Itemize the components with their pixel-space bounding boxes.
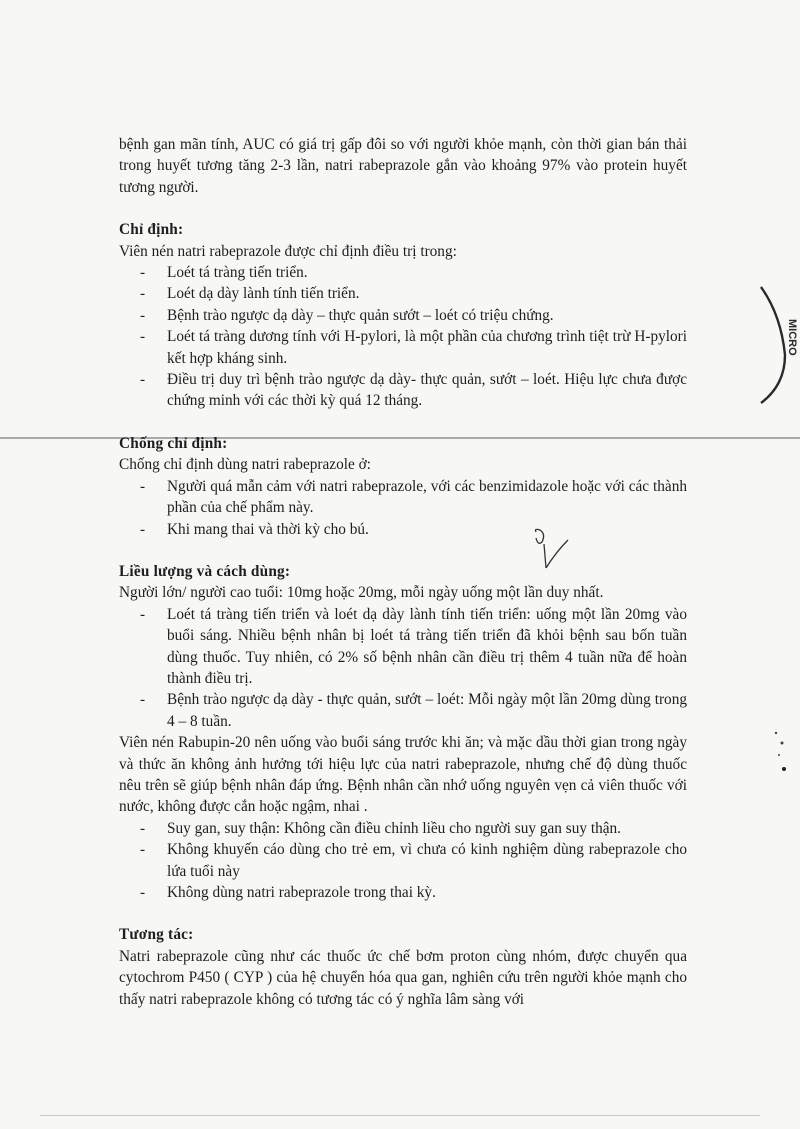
dosage-note: Viên nén Rabupin-20 nên uống vào buổi sáng trước khi ăn; và mặc dầu thời gian trong ngày và thức ăn không ảnh hưởng tới hiệu lực của natri rabeprazole, nhưng chế độ dùng thuốc nêu trên sẽ giúp bệnh nhân đáp ứng. Bệnh nhân cần nhớ uống nguyên vẹn cả viên thuốc với nước, không được cắn hoặc ngậm, nhai . bbox=[119, 734, 687, 816]
dash-marker: - bbox=[140, 477, 146, 495]
indications-lead: Viên nén natri rabeprazole được chỉ định điều trị trong: bbox=[119, 242, 457, 260]
dash-marker: - bbox=[140, 285, 146, 303]
list-item: - Loét tá tràng tiến triển và loét dạ dày lành tính tiến triển: uống một lần 20mg vào buổi sáng. Nhiều bệnh nhân bị loét tá tràng tiến triển đã khỏi bệnh sau bốn tuần dùng thuốc. Tuy nhiên, có 2% số bệnh nhân cần điều trị thêm 4 tuần nữa để hoàn thành điều trị. bbox=[140, 605, 687, 687]
document-body bbox=[119, 134, 687, 1010]
list-item: - Điều trị duy trì bệnh trào ngược dạ dày- thực quản, sướt – loét. Hiệu lực chưa được chứng minh với các thời kỳ quá 12 tháng. bbox=[140, 371, 687, 410]
contraindications-lead: Chống chỉ định dùng natri rabeprazole ở: bbox=[119, 456, 371, 474]
dash-marker: - bbox=[140, 841, 146, 859]
indications-list bbox=[119, 262, 687, 412]
dash-marker: - bbox=[140, 264, 146, 282]
dosage-list bbox=[119, 604, 687, 732]
indications-heading: Chỉ định: bbox=[119, 221, 184, 239]
interactions-heading: Tương tác: bbox=[119, 926, 194, 944]
dash-marker: - bbox=[140, 520, 146, 538]
list-item: - Loét tá tràng tiến triển. bbox=[119, 262, 687, 283]
dash-marker: - bbox=[140, 884, 146, 901]
dash-marker: - bbox=[140, 306, 146, 324]
page-bottom-line bbox=[40, 1115, 760, 1116]
list-item: - Loét dạ dày lành tính tiến triển. bbox=[119, 283, 687, 304]
contraindications-list bbox=[119, 476, 687, 540]
list-item: - Khi mang thai và thời kỳ cho bú. bbox=[119, 519, 687, 540]
list-item: - Bệnh trào ngược dạ dày - thực quản, sướt – loét: Mỗi ngày một lần 20mg dùng trong 4 – 8 tuần. bbox=[140, 691, 687, 730]
scan-marks bbox=[770, 725, 790, 785]
list-item: - Không dùng natri rabeprazole trong thai kỳ. bbox=[119, 882, 687, 903]
dosage-heading: Liều lượng và cách dùng: bbox=[119, 562, 291, 580]
dash-marker: - bbox=[140, 328, 146, 346]
dosage-section bbox=[119, 561, 687, 904]
list-item: - Bệnh trào ngược dạ dày – thực quản sướt – loét có triệu chứng. bbox=[119, 305, 687, 326]
dosage-lead: Người lớn/ người cao tuổi: 10mg hoặc 20mg, mỗi ngày uống một lần duy nhất. bbox=[119, 584, 604, 602]
dash-marker: - bbox=[140, 819, 146, 837]
list-item: - Loét tá tràng dương tính với H-pylori, là một phần của chương trình tiệt trừ H-pylori kết hợp kháng sinh. bbox=[140, 328, 687, 367]
list-item: - Suy gan, suy thận: Không cần điều chỉnh liều cho người suy gan suy thận. bbox=[119, 818, 687, 839]
dosage-list-2 bbox=[119, 818, 687, 904]
dash-marker: - bbox=[140, 691, 146, 709]
contraindications-section bbox=[119, 433, 687, 540]
indications-section bbox=[119, 219, 687, 412]
intro-paragraph: bệnh gan mãn tính, AUC có giá trị gấp đôi so với người khỏe mạnh, còn thời gian bán thải trong huyết tương tăng 2-3 lần, natri rabeprazole gắn vào khoảng 97% vào protein huyết tương người. bbox=[119, 136, 687, 196]
list-item: - Không khuyến cáo dùng cho trẻ em, vì chưa có kinh nghiệm dùng rabeprazole cho lứa tuổi này bbox=[140, 841, 687, 880]
contraindications-heading: Chống chỉ định: bbox=[119, 434, 228, 452]
dash-marker: - bbox=[140, 371, 146, 389]
dash-marker: - bbox=[140, 605, 146, 623]
company-stamp bbox=[755, 285, 798, 405]
interactions-section bbox=[119, 924, 687, 1010]
list-item: - Người quá mẫn cảm với natri rabeprazole, với các benzimidazole hoặc với các thành phần của chế phẩm này. bbox=[140, 477, 687, 517]
interactions-text: Natri rabeprazole cũng như các thuốc ức chế bơm proton cùng nhóm, được chuyển qua cytochrom P450 ( CYP ) của hệ chuyển hóa qua gan, nghiên cứu trên người khỏe mạnh cho thấy natri rabeprazole không có tương tác có ý nghĩa lâm sàng với bbox=[119, 947, 687, 1008]
stamp-text: MICRO bbox=[786, 319, 798, 356]
